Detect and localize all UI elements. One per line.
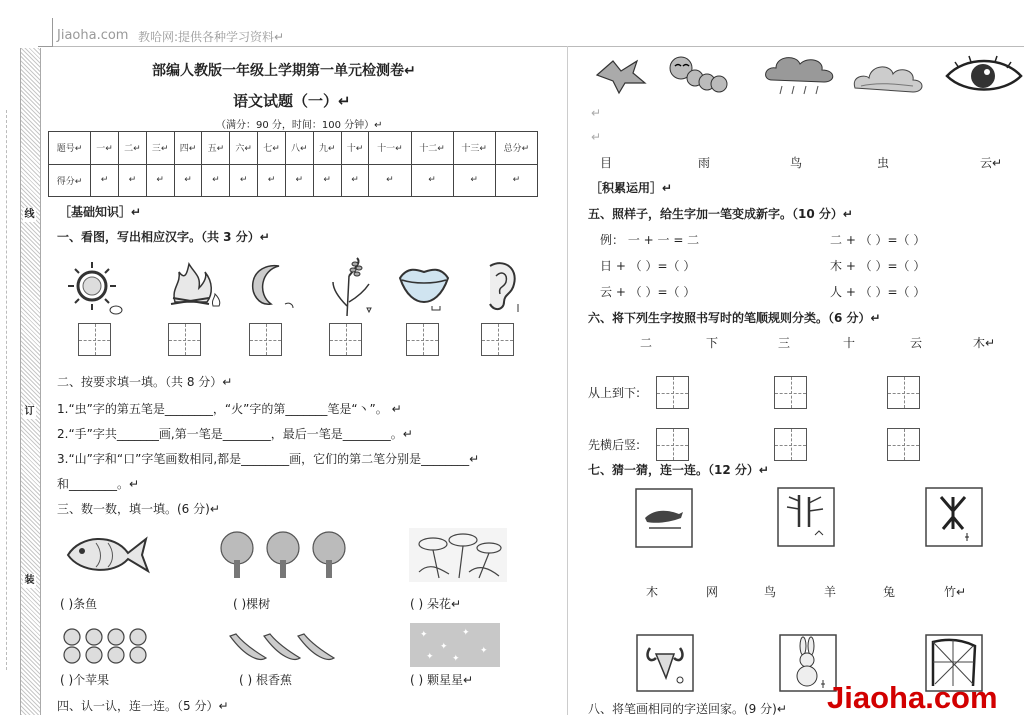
q4-word-insect[interactable]: 虫 <box>877 156 890 170</box>
mouth-picture <box>396 262 452 312</box>
q1-writing-grid-moon[interactable] <box>249 323 282 356</box>
q1-writing-grid-sun[interactable] <box>78 323 111 356</box>
sheep-picture <box>636 634 694 692</box>
q4-title: 四、认一认，连一连。（5 分）↵ <box>57 699 229 713</box>
q1-title: 一、看图，写出相应汉字。（共 3 分）↵ <box>57 230 270 244</box>
q5-example: 例： 一 + 一 = 二 <box>600 233 700 247</box>
q1-writing-grid-fire[interactable] <box>168 323 201 356</box>
q3-item-fish: ( )条鱼 <box>60 597 98 611</box>
bamboo-picture <box>777 487 835 547</box>
trees-picture <box>215 528 355 580</box>
score-cell[interactable]: ↵ <box>313 164 341 197</box>
section-basic-knowledge: ［基础知识］↵ <box>59 205 142 219</box>
fish-picture <box>62 529 152 579</box>
rice-picture <box>327 256 377 318</box>
watermark-logo: Jiaoha.com <box>827 680 998 715</box>
q3-item-flowers: ( ) 朵花↵ <box>410 597 462 611</box>
score-cell[interactable]: ↵ <box>118 164 146 197</box>
q6-char: 木↵ <box>973 336 996 350</box>
page-subtitle: 语文试题（一）↵ <box>233 92 351 110</box>
svg-text:✦: ✦ <box>440 642 448 652</box>
eye-picture <box>945 52 1023 98</box>
q5-row-2-left: 日 + （ ）=（ ） <box>600 259 696 273</box>
q6-label-horizontal-first: 先横后竖: <box>588 438 641 452</box>
stars-picture <box>410 623 500 667</box>
q2-line-4: 和________。↵ <box>57 477 140 491</box>
q3-item-apples: ( )个苹果 <box>60 673 110 687</box>
q6-grid[interactable] <box>774 376 807 409</box>
q1-writing-grid-mouth[interactable] <box>406 323 439 356</box>
score-header-cell: 题号↵ <box>49 132 91 165</box>
q7-word-wood[interactable]: 木 <box>646 585 659 599</box>
q4-word-eye[interactable]: 目 <box>600 156 613 170</box>
caterpillar-picture <box>667 50 731 100</box>
tree-glyph-picture <box>925 487 983 547</box>
q7-word-bamboo[interactable]: 竹↵ <box>944 585 967 599</box>
score-header-cell: 二↵ <box>118 132 146 165</box>
score-header-cell: 一↵ <box>91 132 119 165</box>
q7-word-bird[interactable]: 鸟 <box>764 585 777 599</box>
svg-text:✦: ✦ <box>480 646 488 656</box>
svg-text:✦: ✦ <box>452 654 460 664</box>
score-header-cell: 十三↵ <box>453 132 495 165</box>
score-header-cell: 三↵ <box>146 132 174 165</box>
score-header-cell: 九↵ <box>313 132 341 165</box>
q5-title: 五、照样子，给生字加一笔变成新字。（10 分）↵ <box>588 207 853 221</box>
q8-title: 八、将笔画相同的字送回家。(9 分)↵ <box>588 702 787 716</box>
return-mark: ↵ <box>591 106 602 120</box>
cloud-rain-picture <box>762 52 840 100</box>
score-header-cell: 十一↵ <box>369 132 411 165</box>
q6-char: 云 <box>910 336 923 350</box>
score-header-cell: 八↵ <box>285 132 313 165</box>
flowers-picture <box>409 528 507 582</box>
q4-word-cloud[interactable]: 云↵ <box>980 156 1003 170</box>
q6-grid[interactable] <box>656 428 689 461</box>
binding-label-seal: 装 <box>24 575 35 586</box>
q6-grid[interactable] <box>887 376 920 409</box>
score-cell[interactable]: ↵ <box>411 164 453 197</box>
header-site[interactable]: Jiaoha.com <box>57 28 129 43</box>
q3-item-trees: ( )棵树 <box>233 597 271 611</box>
q7-word-rabbit[interactable]: 兔 <box>883 585 896 599</box>
score-cell[interactable]: ↵ <box>202 164 230 197</box>
header-tagline: 教哈网:提供各种学习资料↵ <box>138 30 285 44</box>
svg-text:✦: ✦ <box>462 628 470 638</box>
score-header-cell: 十↵ <box>341 132 369 165</box>
q6-title: 六、将下列生字按照书写时的笔顺规则分类。（6 分）↵ <box>588 311 881 325</box>
q5-row-2-right: 木 + （ ）=（ ） <box>830 259 926 273</box>
q3-title: 三、数一数，填一填。(6 分)↵ <box>57 502 220 516</box>
bird-glyph-picture <box>635 488 693 548</box>
q7-title: 七、猜一猜，连一连。（12 分）↵ <box>588 463 769 477</box>
q4-word-rain[interactable]: 雨 <box>698 156 711 170</box>
score-cell[interactable]: ↵ <box>146 164 174 197</box>
bird-picture <box>593 53 649 97</box>
page-title: 部编人教版一年级上学期第一单元检测卷↵ <box>152 63 416 79</box>
score-cell[interactable]: ↵ <box>341 164 369 197</box>
score-header-cell: 十二↵ <box>411 132 453 165</box>
moon-picture <box>249 260 299 320</box>
score-table <box>48 131 538 197</box>
apples-picture <box>60 625 156 665</box>
score-cell[interactable]: ↵ <box>91 164 119 197</box>
q6-char: 三 <box>778 336 791 350</box>
score-cell[interactable]: ↵ <box>285 164 313 197</box>
q6-grid[interactable] <box>774 428 807 461</box>
score-header-cell: 五↵ <box>202 132 230 165</box>
q2-line-1: 1.“虫”字的第五笔是________，“火”字的第_______笔是“丶”。 ↵ <box>57 402 402 416</box>
bananas-picture <box>226 628 338 668</box>
q3-item-stars: ( ) 颗星星↵ <box>410 673 474 687</box>
score-cell[interactable]: ↵ <box>230 164 258 197</box>
ear-picture <box>476 258 526 314</box>
q5-row-3-left: 云 + （ ）=（ ） <box>600 285 696 299</box>
score-cell[interactable]: ↵ <box>453 164 495 197</box>
fire-picture <box>163 254 223 314</box>
q1-writing-grid-ear[interactable] <box>481 323 514 356</box>
q2-title: 二、按要求填一填。（共 8 分）↵ <box>57 375 233 389</box>
score-cell[interactable]: ↵ <box>258 164 286 197</box>
q5-row-1-right: 二 + （ ）=（ ） <box>830 233 926 247</box>
section-accumulate: ［积累运用］↵ <box>590 181 673 195</box>
score-row-label: 得分↵ <box>49 164 91 197</box>
score-header-cell: 七↵ <box>258 132 286 165</box>
q6-char: 十 <box>843 336 856 350</box>
q4-word-bird[interactable]: 鸟 <box>790 156 803 170</box>
binding-label-line: 线 <box>24 209 35 220</box>
q7-word-sheep[interactable]: 羊 <box>824 585 837 599</box>
svg-text:✦: ✦ <box>420 630 428 640</box>
score-cell[interactable]: ↵ <box>174 164 202 197</box>
return-mark: ↵ <box>591 130 602 144</box>
svg-text:✦: ✦ <box>426 652 434 662</box>
q6-char: 下 <box>706 336 719 350</box>
q2-line-3: 3.“山”字和“口”字笔画数相同,都是________画，它们的第二笔分别是________↵ <box>57 452 480 466</box>
score-header-cell: 六↵ <box>230 132 258 165</box>
score-cell[interactable]: ↵ <box>369 164 411 197</box>
q2-line-2: 2.“手”字共_______画,第一笔是________，最后一笔是________。↵ <box>57 427 413 441</box>
q3-item-bananas: ( ) 根香蕉 <box>239 673 292 687</box>
cloud-picture <box>847 56 929 100</box>
score-header-cell: 四↵ <box>174 132 202 165</box>
q7-word-net[interactable]: 网 <box>706 585 719 599</box>
q6-grid[interactable] <box>887 428 920 461</box>
header-rule <box>40 46 1024 47</box>
sun-picture <box>64 258 124 318</box>
q6-grid[interactable] <box>656 376 689 409</box>
score-header-cell: 总分↵ <box>495 132 537 165</box>
binding-strip <box>20 48 41 715</box>
q5-row-3-right: 人 + （ ）=（ ） <box>830 285 926 299</box>
page-divider <box>567 46 568 715</box>
score-table-header-row <box>49 132 538 165</box>
exam-meta: （满分：90 分，时间：100 分钟）↵ <box>216 120 383 131</box>
q6-char: 二 <box>640 336 653 350</box>
corner-mark <box>38 18 53 47</box>
q1-writing-grid-rice[interactable] <box>329 323 362 356</box>
score-cell[interactable]: ↵ <box>495 164 537 197</box>
binding-label-bind: 订 <box>24 406 35 417</box>
binding-dash-line <box>6 110 7 670</box>
score-table-score-row <box>49 164 538 197</box>
q6-label-top-to-bottom: 从上到下: <box>588 386 641 400</box>
